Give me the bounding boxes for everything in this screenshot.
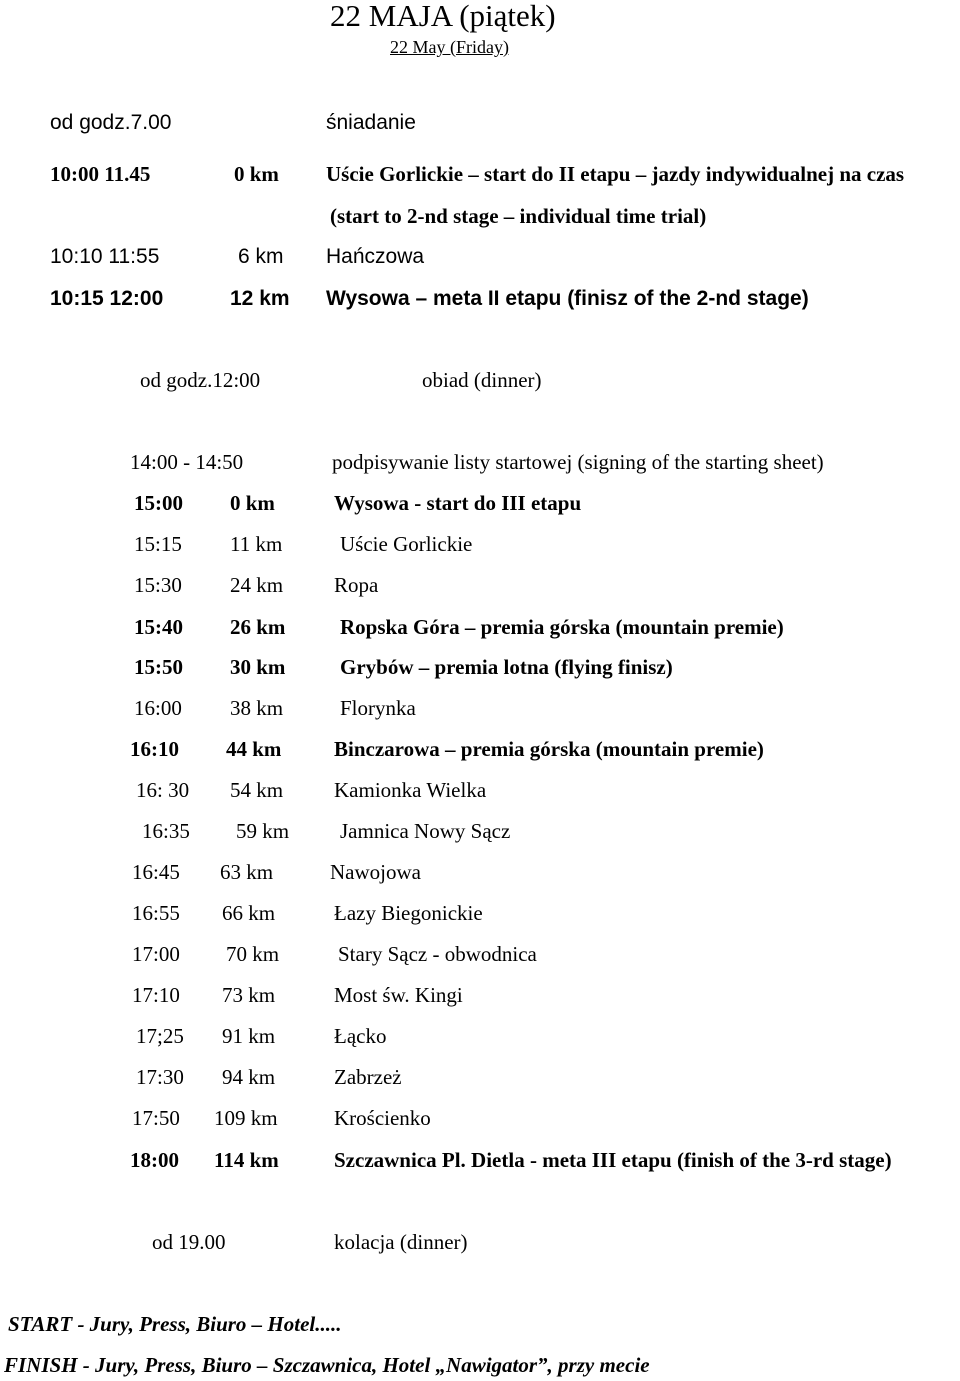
stage3-row-time: 17:10 [132,983,180,1007]
stage3-row-time: 15:30 [134,573,182,597]
stage3-row-distance: 91 km [222,1024,276,1048]
stage3-row-place: Kamionka Wielka [334,778,487,802]
stage3-row-time: 15:40 [134,615,183,639]
stage3-row-distance: 54 km [230,778,284,802]
start-note: START - Jury, Press, Biuro – Hotel..... [8,1312,342,1336]
stage2-row-distance: 12 km [230,287,290,310]
stage3-row-place: Uście Gorlickie [340,532,473,556]
stage3-row-time: 15:50 [134,655,183,679]
stage2-row-time: 10:00 11.45 [50,162,151,186]
finish-note: FINISH - Jury, Press, Biuro – Szczawnica, Hotel „Nawigator”, przy mecie [4,1353,650,1377]
stage3-row-place: Wysowa - start do III etapu [334,491,582,515]
dinner-time: od 19.00 [152,1230,226,1254]
stage3-row-distance: 70 km [226,942,280,966]
stage3-row-distance: 11 km [230,532,283,556]
stage3-row-place: Stary Sącz - obwodnica [338,942,537,966]
stage2-row-time: 10:10 11:55 [50,245,160,268]
stage3-row-time: 15:15 [134,532,182,556]
stage3-row-distance: 114 km [214,1148,279,1172]
stage3-row-time: 17:50 [132,1106,180,1130]
stage3-row-place: Krościenko [334,1106,431,1130]
stage3-row-place: Nawojowa [330,860,421,884]
stage3-row-distance: 30 km [230,655,286,679]
stage3-row-time: 16:10 [130,737,179,761]
stage3-row-time: 16:00 [134,696,182,720]
stage3-row-distance: 94 km [222,1065,276,1089]
stage2-row-place: Wysowa – meta II etapu (finisz of the 2-nd stage) [326,287,809,310]
stage3-row-distance: 59 km [236,819,290,843]
stage3-row-place: Most św. Kingi [334,983,463,1007]
stage3-row-distance: 63 km [220,860,274,884]
breakfast-time: od godz.7.00 [50,111,172,134]
stage3-row-time: 15:00 [134,491,183,515]
stage3-row-distance: 0 km [230,491,275,515]
stage3-row-place: Łącko [334,1024,387,1048]
stage3-row-distance: 66 km [222,901,276,925]
stage3-row-time: 16:55 [132,901,180,925]
stage3-row-time: 17:30 [136,1065,184,1089]
stage3-row-distance: 26 km [230,615,286,639]
stage3-row-distance: 44 km [226,737,282,761]
stage2-row-place: Hańczowa [326,245,425,268]
stage3-row-time: 17:00 [132,942,180,966]
stage3-row-place: Florynka [340,696,416,720]
lunch-time: od godz.12:00 [140,368,261,392]
stage3-row-time: 17;25 [136,1024,184,1048]
stage3-row-place: Zabrzeż [334,1065,402,1089]
stage3-row-place: Szczawnica Pl. Dietla - meta III etapu (finish of the 3-rd stage) [334,1148,892,1172]
page-title: 22 MAJA (piątek) [330,0,556,33]
stage2-row-time: 10:15 12:00 [50,287,164,310]
page-subtitle: 22 May (Friday) [390,37,509,57]
stage3-row-distance: 24 km [230,573,284,597]
stage3-row-distance: 109 km [214,1106,278,1130]
stage2-row-distance: 0 km [234,162,279,186]
stage3-row-time: 18:00 [130,1148,179,1172]
stage3-row-time: 16:45 [132,860,180,884]
stage3-row-distance: 73 km [222,983,276,1007]
stage3-row-place: Łazy Biegonickie [334,901,483,925]
stage2-row-distance: 6 km [238,245,284,268]
stage3-row-place: Grybów – premia lotna (flying finisz) [340,655,673,679]
lunch-label: obiad (dinner) [422,368,542,392]
stage3-row-distance: 38 km [230,696,284,720]
stage3-row-place: Ropska Góra – premia górska (mountain premie) [340,615,784,639]
stage3-row-time: 16: 30 [136,778,190,802]
stage2-row-place-translation: (start to 2-nd stage – individual time trial) [330,204,707,228]
stage3-row-time: 16:35 [142,819,190,843]
stage3-row-time: 14:00 - 14:50 [130,450,244,474]
stage3-row-place: Binczarowa – premia górska (mountain premie) [334,737,764,761]
stage2-row-place: Uście Gorlickie – start do II etapu – jazdy indywidualnej na czas [326,162,905,186]
stage3-row-place: Ropa [334,573,379,597]
dinner-label: kolacja (dinner) [334,1230,468,1254]
breakfast-label: śniadanie [326,111,416,134]
stage3-row-place: Jamnica Nowy Sącz [340,819,511,843]
stage3-row-place: podpisywanie listy startowej (signing of the starting sheet) [332,450,824,474]
